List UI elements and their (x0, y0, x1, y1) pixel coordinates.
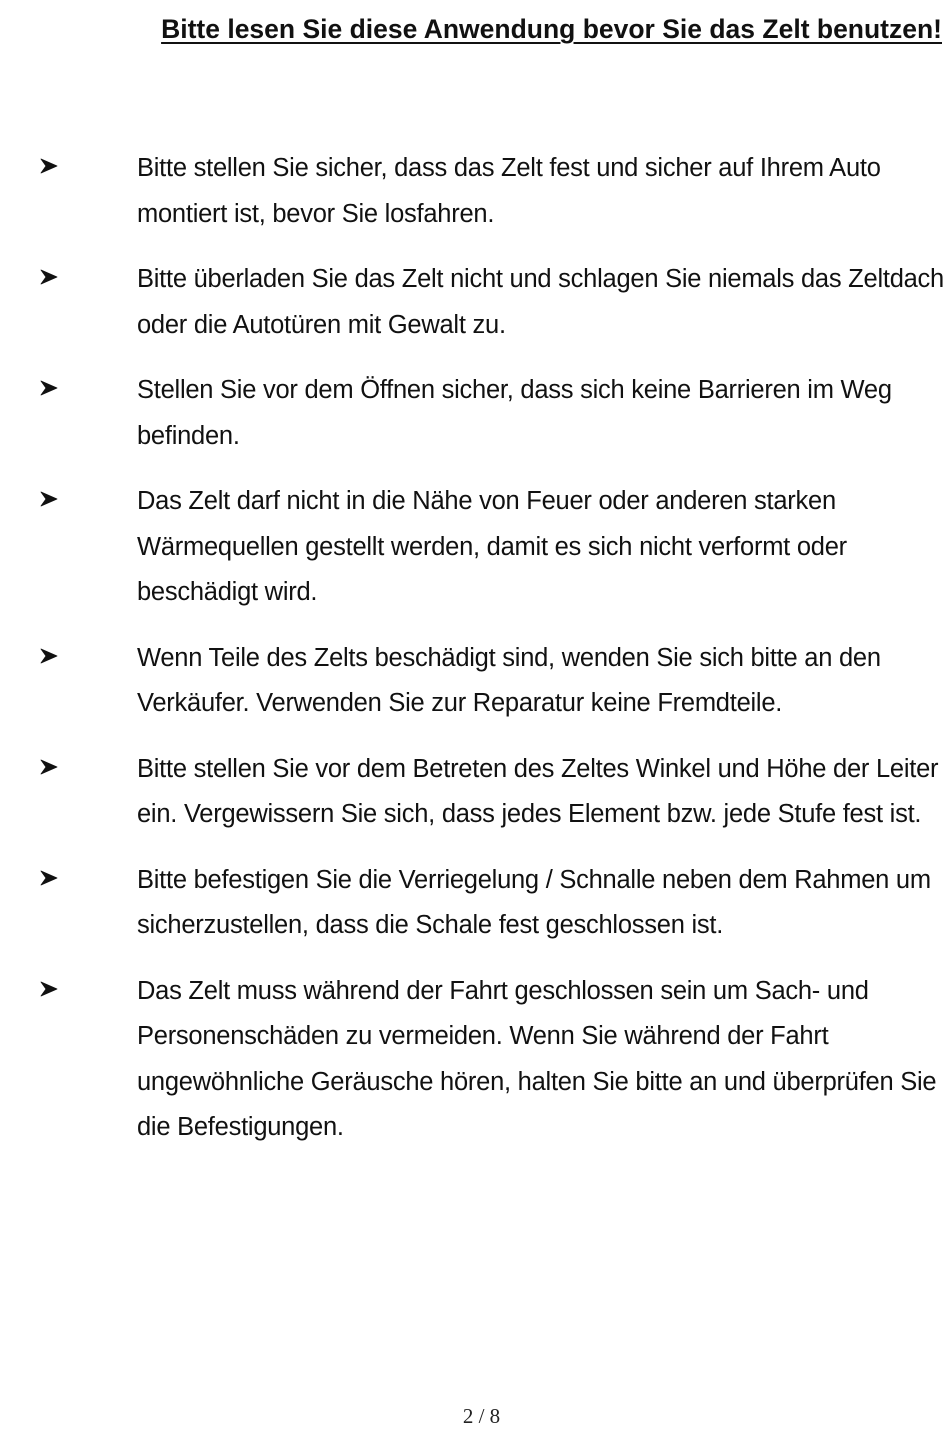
list-item (0, 969, 950, 1151)
arrowhead-bullet-icon (39, 267, 59, 287)
list-item (0, 747, 950, 838)
list-item-text: Stellen Sie vor dem Öffnen sicher, dass sich keine Barrieren im Weg befinden. (137, 376, 892, 450)
arrowhead-bullet-icon (39, 156, 59, 176)
list-item-text: Das Zelt muss während der Fahrt geschlossen sein um Sach- und Personenschäden zu vermeiden. Wenn Sie während der Fahrt ungewöhnliche Geräusche hören, halten Sie bitte an und überprüfen Sie die Befestigungen. (137, 976, 937, 1141)
arrowhead-bullet-icon (39, 646, 59, 666)
arrowhead-bullet-icon (39, 489, 59, 509)
arrowhead-bullet-icon (39, 868, 59, 888)
page-title: Bitte lesen Sie diese Anwendung bevor Sie das Zelt benutzen! (161, 14, 942, 44)
list-item-text: Bitte überladen Sie das Zelt nicht und schlagen Sie niemals das Zeltdach oder die Autotüren mit Gewalt zu. (137, 265, 944, 339)
list-item-text: Das Zelt darf nicht in die Nähe von Feuer oder anderen starken Wärmequellen gestellt werden, damit es sich nicht verformt oder beschädigt wird. (137, 487, 847, 606)
list-item (0, 479, 950, 616)
list-item (0, 636, 950, 727)
list-item-text: Bitte befestigen Sie die Verriegelung / Schnalle neben dem Rahmen um sicherzustellen, dass die Schale fest geschlossen ist. (137, 865, 931, 939)
arrowhead-bullet-icon (39, 378, 59, 398)
list-item (0, 858, 950, 949)
list-item (0, 368, 950, 459)
list-item (0, 146, 950, 237)
instruction-list (0, 146, 950, 1171)
list-item (0, 257, 950, 348)
list-item-text: Bitte stellen Sie sicher, dass das Zelt fest und sicher auf Ihrem Auto montiert ist, bevor Sie losfahren. (137, 154, 881, 228)
list-item-text: Bitte stellen Sie vor dem Betreten des Zeltes Winkel und Höhe der Leiter ein. Vergewissern Sie sich, dass jedes Element bzw. jede Stufe fest ist. (137, 754, 939, 828)
arrowhead-bullet-icon (39, 757, 59, 777)
page-number: 2 / 8 (462, 1404, 501, 1428)
list-item-text: Wenn Teile des Zelts beschädigt sind, wenden Sie sich bitte an den Verkäufer. Verwenden Sie zur Reparatur keine Fremdteile. (137, 643, 881, 717)
arrowhead-bullet-icon (39, 979, 59, 999)
